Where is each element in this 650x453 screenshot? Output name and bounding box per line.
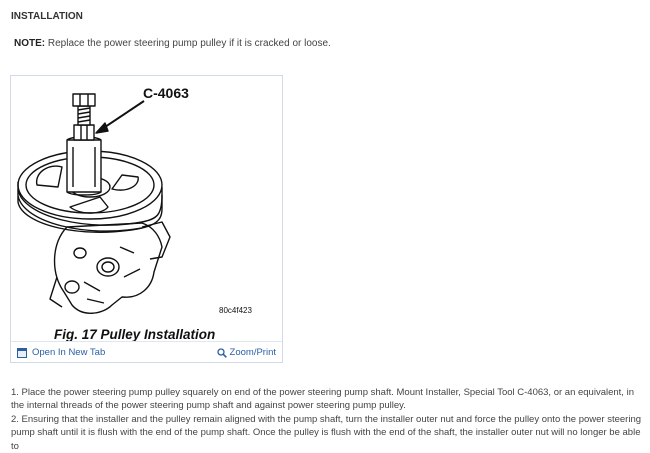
- note-text: Replace the power steering pump pulley if it is cracked or loose.: [45, 38, 331, 49]
- step-2: 2. Ensuring that the installer and the pulley remain aligned with the pump shaft, turn the installer outer nut and force the pulley onto the power steering pump shaft until it is flush with the end of the pump shaft. Once the pulley is flush with the end of the shaft, the installer outer nut will no longer be able to: [11, 413, 642, 452]
- figure-box: [10, 75, 283, 363]
- open-new-tab-link[interactable]: [17, 347, 105, 358]
- note: [14, 38, 331, 49]
- note-label: NOTE:: [14, 38, 46, 49]
- open-new-tab-icon: [17, 348, 27, 358]
- figure-code: 80c4f423: [219, 306, 252, 315]
- magnifier-icon: [217, 348, 227, 358]
- figure-action-bar: [11, 341, 282, 362]
- callout-label: C-4063: [143, 85, 189, 101]
- installer-body: [67, 140, 101, 192]
- pulley-installation-illustration: [12, 77, 282, 342]
- section-title: INSTALLATION: [11, 11, 83, 22]
- installation-steps: [11, 386, 647, 453]
- zoom-print-link[interactable]: [217, 347, 276, 358]
- installer-bolt-head: [73, 94, 95, 106]
- step-1: 1. Place the power steering pump pulley squarely on end of the power steering pump shaft. Mount Installer, Special Tool C-4063, or an equivalent, in the internal threads of the power steering pump shaft and against power steering pump pulley.: [11, 387, 634, 412]
- pump-body: [55, 223, 162, 313]
- zoom-print-label: Zoom/Print: [229, 347, 276, 358]
- pump-port: [97, 258, 119, 276]
- figure-caption: Fig. 17 Pulley Installation: [54, 327, 216, 342]
- callout-arrow: [102, 101, 144, 129]
- open-new-tab-label: Open In New Tab: [32, 347, 106, 358]
- installer-nut: [74, 125, 94, 140]
